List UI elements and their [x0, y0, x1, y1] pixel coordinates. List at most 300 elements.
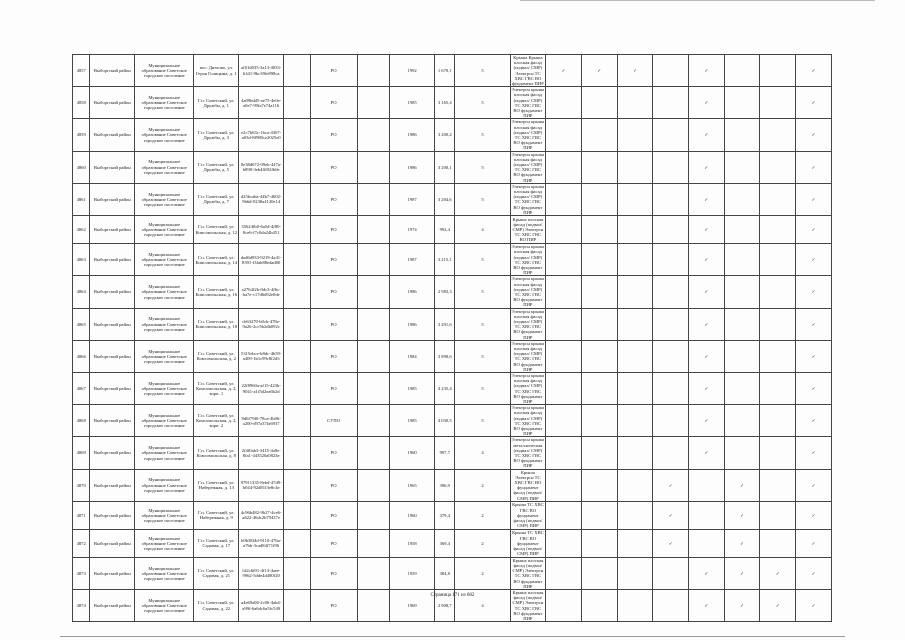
area-cell: 3 200,2	[435, 119, 455, 151]
empty-check-cell	[581, 308, 617, 340]
blank-cell	[357, 501, 390, 529]
floors-cell: 5	[455, 405, 510, 437]
area-cell: 2 908,7	[435, 590, 455, 622]
area-cell: 3 898,6	[435, 340, 455, 372]
table-row	[73, 244, 832, 276]
guid-cell: 97911335-8ebd-47d9-b044-92d81f3e8c4e	[239, 469, 284, 501]
building-type-cell: РО	[310, 276, 357, 308]
year-cell: 1960	[390, 501, 435, 529]
year-cell: 1986	[390, 151, 435, 183]
district-cell: Выборгский район	[90, 151, 135, 183]
row-number: 4871	[73, 501, 90, 529]
building-type-cell: РО	[310, 557, 357, 589]
district-cell: Выборгский район	[90, 529, 135, 557]
checkmark-icon: ✓	[796, 372, 832, 404]
floors-cell: 5	[455, 308, 510, 340]
municipality-cell: Муниципальное образование Советское городское поселение	[135, 244, 194, 276]
table-row	[73, 216, 832, 244]
blank-cell	[284, 119, 311, 151]
empty-check-cell	[581, 87, 617, 119]
empty-check-cell	[653, 340, 689, 372]
blank-cell	[357, 340, 390, 372]
blank-cell	[284, 372, 311, 404]
empty-check-cell	[760, 469, 796, 501]
empty-check-cell	[724, 340, 760, 372]
building-type-cell: РО	[310, 183, 357, 215]
empty-check-cell	[689, 501, 725, 529]
empty-check-cell	[724, 308, 760, 340]
year-cell: 1992	[390, 55, 435, 87]
checkmark-icon: ✓	[689, 216, 725, 244]
works-cell: Электрсн крыша плоская фасад (подвал/ СМР) ТС ХВС ГВС ВО фундамент ПИР	[511, 276, 545, 308]
guid-cell: 35624fb0-6a5d-4f80-8ce6-f7c0da24b451	[239, 216, 284, 244]
empty-check-cell	[689, 529, 725, 557]
empty-check-cell	[760, 151, 796, 183]
building-type-cell: РО	[310, 340, 357, 372]
empty-check-cell	[546, 501, 582, 529]
empty-check-cell	[546, 529, 582, 557]
blank-cell	[357, 437, 390, 469]
checkmark-icon: ✓	[653, 469, 689, 501]
municipality-cell: Муниципальное образование Советское городское поселение	[135, 405, 194, 437]
empty-check-cell	[617, 501, 653, 529]
year-cell: 1984	[390, 340, 435, 372]
building-type-cell: РО	[310, 151, 357, 183]
blank-cell	[284, 557, 311, 589]
municipality-cell: Муниципальное образование Советское городское поселение	[135, 216, 194, 244]
district-cell: Выборгский район	[90, 183, 135, 215]
empty-check-cell	[581, 437, 617, 469]
empty-check-cell	[653, 557, 689, 589]
works-cell: Электрсн крыша плоская фасад (подвал/ СМР) ТС ХВС ГВС ВО фундамент ПИР	[511, 340, 545, 372]
address-cell: Г.п. Советский, ул. Комсомольская, д. 14	[194, 244, 239, 276]
row-number: 4862	[73, 216, 90, 244]
guid-cell: 5315ebce-b8dc-4b59-a409-1b1c99c8f2d3	[239, 340, 284, 372]
municipality-cell: Муниципальное образование Советское городское поселение	[135, 119, 194, 151]
empty-check-cell	[617, 405, 653, 437]
floors-cell: 5	[455, 183, 510, 215]
empty-check-cell	[581, 557, 617, 589]
checkmark-icon: ✓	[760, 557, 796, 589]
empty-check-cell	[581, 469, 617, 501]
empty-check-cell	[653, 151, 689, 183]
checkmark-icon: ✓	[796, 469, 832, 501]
table-row	[73, 372, 832, 404]
row-number: 4867	[73, 372, 90, 404]
table-row	[73, 437, 832, 469]
empty-check-cell	[581, 151, 617, 183]
empty-check-cell	[546, 469, 582, 501]
floors-cell: 4	[455, 437, 510, 469]
district-cell: Выборгский район	[90, 437, 135, 469]
checkmark-icon: ✓	[689, 119, 725, 151]
checkmark-icon: ✓	[689, 244, 725, 276]
row-number: 4868	[73, 405, 90, 437]
address-cell: Г.п. Советский, ул. Комсомольская, д. 12	[194, 216, 239, 244]
empty-check-cell	[546, 405, 582, 437]
area-cell: 4 030,5	[435, 405, 455, 437]
empty-check-cell	[546, 151, 582, 183]
empty-check-cell	[617, 340, 653, 372]
empty-check-cell	[653, 119, 689, 151]
empty-check-cell	[724, 437, 760, 469]
floors-cell: 5	[455, 372, 510, 404]
address-cell: Г.п. Советский, ул. Комсомольская, д. 8	[194, 437, 239, 469]
building-type-cell: РО	[310, 55, 357, 87]
floors-cell: 2	[455, 469, 510, 501]
building-type-cell: РО	[310, 501, 357, 529]
empty-check-cell	[760, 340, 796, 372]
checkmark-icon: ✓	[796, 405, 832, 437]
empty-check-cell	[581, 405, 617, 437]
empty-check-cell	[724, 183, 760, 215]
floors-cell: 4	[455, 590, 510, 622]
blank-cell	[357, 529, 390, 557]
municipality-cell: Муниципальное образование Советское городское поселение	[135, 276, 194, 308]
row-number: 4873	[73, 557, 90, 589]
address-cell: Г.п. Советский, ул. Дружбы, д. 5	[194, 151, 239, 183]
address-cell: Г.п. Советский, ул. Комсомольская, д. 18	[194, 308, 239, 340]
blank-cell	[357, 276, 390, 308]
register-table	[72, 54, 832, 622]
municipality-cell: Муниципальное образование Советское городское поселение	[135, 183, 194, 215]
empty-check-cell	[724, 405, 760, 437]
empty-check-cell	[581, 372, 617, 404]
area-cell: 2 983,3	[435, 276, 455, 308]
checkmark-icon: ✓	[796, 119, 832, 151]
empty-check-cell	[760, 308, 796, 340]
empty-check-cell	[617, 276, 653, 308]
checkmark-icon: ✓	[689, 55, 725, 87]
address-cell: Г.п. Советский, ул. Комсомольская, д. 2	[194, 340, 239, 372]
year-cell: 1987	[390, 183, 435, 215]
address-cell: Г.п. Советский, ул. Дружбы, д. 1	[194, 87, 239, 119]
floors-cell: 5	[455, 151, 510, 183]
row-number: 4866	[73, 340, 90, 372]
blank-cell	[284, 151, 311, 183]
works-cell: Крыша ТС ХВС ГВС ВО фундамент фасад (подвал/ СМР) ПИР	[510, 501, 546, 529]
blank-cell	[284, 405, 311, 437]
building-type-cell: РО	[310, 590, 357, 622]
municipality-cell: Муниципальное образование Советское городское поселение	[135, 529, 194, 557]
row-number: 4861	[73, 183, 90, 215]
floors-cell: 2	[455, 529, 510, 557]
floors-cell: 2	[455, 501, 510, 529]
guid-cell: 1d2c6f01-4f13-4aee-9962-5dde4d480f20	[239, 557, 284, 589]
works-cell: Электрсн крыша плоская фасад (подвал/ СМР) ТС ХВС ГВС ВО фундамент ПИР	[511, 87, 545, 119]
empty-check-cell	[546, 437, 582, 469]
district-cell: Выборгский район	[90, 469, 135, 501]
empty-check-cell	[760, 183, 796, 215]
empty-check-cell	[581, 119, 617, 151]
checkmark-icon: ✓	[689, 276, 725, 308]
empty-check-cell	[653, 55, 689, 87]
empty-check-cell	[760, 216, 796, 244]
checkmark-icon: ✓	[689, 308, 725, 340]
table-row	[73, 557, 832, 589]
empty-check-cell	[617, 87, 653, 119]
floors-cell: 5	[455, 340, 510, 372]
checkmark-icon: ✓	[581, 55, 617, 87]
guid-cell: e2c7b63c-1bca-4367-a03d-8f980ce2025e0	[239, 119, 284, 151]
empty-check-cell	[760, 244, 796, 276]
works-cell: Электрсн крыша плоская фасад (подвал/ СМР) ТС ХВС ГВС ВО фундамент ПИР	[511, 308, 545, 340]
checkmark-icon: ✓	[796, 216, 832, 244]
works-cell: Крыша плоская фасад (подвал/ СМР) Электрсн ТС ХВС ГВС ВО фундамент ПИР	[510, 590, 546, 622]
empty-check-cell	[581, 529, 617, 557]
municipality-cell: Муниципальное образование Советское городское поселение	[135, 557, 194, 589]
empty-check-cell	[724, 216, 760, 244]
empty-check-cell	[760, 372, 796, 404]
district-cell: Выборгский район	[90, 372, 135, 404]
works-cell: Крыша Электрсн ТС ХВС ГВС ВО фундамент фасад (подвал/ СМР) ПИР	[510, 469, 546, 501]
page-footer: Страница 171 из 682	[430, 593, 475, 598]
empty-check-cell	[760, 437, 796, 469]
empty-check-cell	[546, 183, 582, 215]
row-number: 4863	[73, 244, 90, 276]
checkmark-icon: ✓	[653, 529, 689, 557]
blank-cell	[357, 405, 390, 437]
table-row	[73, 529, 832, 557]
checkmark-icon: ✓	[796, 276, 832, 308]
blank-cell	[284, 244, 311, 276]
empty-check-cell	[760, 55, 796, 87]
empty-check-cell	[581, 501, 617, 529]
area-cell: 396,9	[435, 469, 455, 501]
address-cell: Г.п. Советский, ул. Дружбы, д. 7	[194, 183, 239, 215]
works-cell: Крыша плоская фасад (подвал/ СМР) Электрсн ТС ХВС ГВС ВО ПИР	[510, 216, 546, 244]
empty-check-cell	[617, 244, 653, 276]
bottom-rule	[60, 636, 845, 637]
floors-cell: 2	[455, 557, 510, 589]
empty-check-cell	[760, 501, 796, 529]
district-cell: Выборгский район	[90, 590, 135, 622]
blank-cell	[284, 308, 311, 340]
address-cell: Г.п. Советский, ул. Садовая, д. 22	[194, 590, 239, 622]
year-cell: 1985	[390, 87, 435, 119]
empty-check-cell	[617, 437, 653, 469]
checkmark-icon: ✓	[653, 501, 689, 529]
checkmark-icon: ✓	[689, 151, 725, 183]
area-cell: 384,8	[435, 557, 455, 589]
guid-cell: af01d035-3a13-4033-b341-9bc39fe898ca	[239, 55, 284, 87]
blank-cell	[284, 216, 311, 244]
municipality-cell: Муниципальное образование Советское городское поселение	[135, 501, 194, 529]
empty-check-cell	[581, 244, 617, 276]
empty-check-cell	[546, 372, 582, 404]
empty-check-cell	[760, 119, 796, 151]
guid-cell: 22f8960a-af15-423b-9041-a1f5d2ea6b2d	[239, 372, 284, 404]
works-cell: Электрсн крыша плоская фасад (подвал/ СМР) ТС ХВС ГВС ВО фундамент ПИР	[511, 405, 545, 437]
checkmark-icon: ✓	[796, 55, 832, 87]
municipality-cell: Муниципальное образование Советское городское поселение	[135, 151, 194, 183]
checkmark-icon: ✓	[796, 590, 832, 622]
year-cell: 1986	[390, 119, 435, 151]
row-number: 4857	[73, 55, 90, 87]
works-cell: Электрсн крыша плоская фасад (подвал/ СМР) ТС ХВС ГВС ВО фундамент ПИР	[511, 151, 545, 183]
municipality-cell: Муниципальное образование Советское городское поселение	[135, 437, 194, 469]
empty-check-cell	[617, 151, 653, 183]
checkmark-icon: ✓	[689, 405, 725, 437]
year-cell: 1965	[390, 469, 435, 501]
top-rule	[520, 0, 875, 1]
address-cell: Г.п. Советский, ул. Садовая, д. 21	[194, 557, 239, 589]
area-cell: 3 215,1	[435, 244, 455, 276]
address-cell: Г.п. Советский, ул. Набережная, д. 13	[194, 469, 239, 501]
checkmark-icon: ✓	[689, 590, 725, 622]
empty-check-cell	[581, 183, 617, 215]
table-row	[73, 340, 832, 372]
empty-check-cell	[760, 529, 796, 557]
district-cell: Выборгский район	[90, 405, 135, 437]
district-cell: Выборгский район	[90, 87, 135, 119]
address-cell: пос. Дятлово, ул. Героя Голицына, д. 1	[194, 55, 239, 87]
year-cell: 1974	[390, 216, 435, 244]
empty-check-cell	[724, 244, 760, 276]
year-cell: 1986	[390, 308, 435, 340]
empty-check-cell	[617, 529, 653, 557]
row-number: 4874	[73, 590, 90, 622]
row-number: 4869	[73, 437, 90, 469]
empty-check-cell	[724, 55, 760, 87]
guid-cell: dad6d933-9219-4a41-8391-f3fab88edad00	[239, 244, 284, 276]
empty-check-cell	[760, 87, 796, 119]
area-cell: 379,4	[435, 501, 455, 529]
guid-cell: a4e69a06-2c06-4ab4-a99f-6a6dc6a5fc549	[239, 590, 284, 622]
area-cell: 992,4	[435, 216, 455, 244]
building-type-cell: РО	[310, 308, 357, 340]
blank-cell	[357, 557, 390, 589]
table-row	[73, 501, 832, 529]
municipality-cell: Муниципальное образование Советское городское поселение	[135, 55, 194, 87]
table-row	[73, 308, 832, 340]
empty-check-cell	[760, 276, 796, 308]
empty-check-cell	[617, 557, 653, 589]
empty-check-cell	[617, 469, 653, 501]
area-cell: 1 670,1	[435, 55, 455, 87]
table-row	[73, 405, 832, 437]
checkmark-icon: ✓	[796, 183, 832, 215]
empty-check-cell	[617, 372, 653, 404]
blank-cell	[357, 469, 390, 501]
table-row	[73, 183, 832, 215]
floors-cell: 5	[455, 119, 510, 151]
building-type-cell: РО	[310, 437, 357, 469]
building-type-cell: РО	[310, 469, 357, 501]
table-row	[73, 469, 832, 501]
checkmark-icon: ✓	[689, 183, 725, 215]
works-cell: Электрсн крыша плоская фасад (подвал/ СМР) ТС ХВС ГВС ВО фундамент ПИР	[511, 183, 545, 215]
empty-check-cell	[653, 372, 689, 404]
address-cell: Г.п. Советский, ул. Комсомольская, д. 2, корп. 2	[194, 405, 239, 437]
blank-cell	[284, 340, 311, 372]
empty-check-cell	[653, 87, 689, 119]
building-type-cell: РО	[310, 529, 357, 557]
district-cell: Выборгский район	[90, 119, 135, 151]
blank-cell	[357, 119, 390, 151]
floors-cell: 5	[455, 87, 510, 119]
guid-cell: d25bcaba-44b7-4602-9b6d-0238a4120e14	[239, 183, 284, 215]
checkmark-icon: ✓	[796, 244, 832, 276]
blank-cell	[357, 87, 390, 119]
empty-check-cell	[760, 405, 796, 437]
empty-check-cell	[546, 557, 582, 589]
empty-check-cell	[653, 183, 689, 215]
building-type-cell: РО	[310, 372, 357, 404]
empty-check-cell	[546, 308, 582, 340]
checkmark-icon: ✓	[689, 557, 725, 589]
empty-check-cell	[617, 308, 653, 340]
table-row	[73, 55, 832, 87]
row-number: 4859	[73, 119, 90, 151]
works-cell: Электрсн крыша плоская фасад (подвал/ СМР) ТС ХВС ГВС ВО фундамент ПИР	[511, 372, 545, 404]
empty-check-cell	[581, 340, 617, 372]
checkmark-icon: ✓	[724, 469, 760, 501]
empty-check-cell	[724, 372, 760, 404]
checkmark-icon: ✓	[617, 55, 653, 87]
empty-check-cell	[546, 87, 582, 119]
checkmark-icon: ✓	[796, 557, 832, 589]
area-cell: 3 200,1	[435, 151, 455, 183]
empty-check-cell	[617, 119, 653, 151]
blank-cell	[284, 501, 311, 529]
checkmark-icon: ✓	[546, 55, 582, 87]
guid-cell: 2f4f0ab3-3415-4a8e-8fa1-443520a0824e	[239, 437, 284, 469]
empty-check-cell	[724, 119, 760, 151]
district-cell: Выборгский район	[90, 340, 135, 372]
year-cell: 1958	[390, 529, 435, 557]
empty-check-cell	[653, 308, 689, 340]
blank-cell	[357, 216, 390, 244]
empty-check-cell	[546, 216, 582, 244]
empty-check-cell	[724, 276, 760, 308]
district-cell: Выборгский район	[90, 276, 135, 308]
guid-cell: b9b38f4d-9110-476a-a7bb-3cad84f71f96	[239, 529, 284, 557]
empty-check-cell	[617, 216, 653, 244]
building-type-cell: РО	[310, 216, 357, 244]
empty-check-cell	[689, 469, 725, 501]
district-cell: Выборгский район	[90, 216, 135, 244]
address-cell: Г.п. Советский, ул. Набережная, д. 9	[194, 501, 239, 529]
table-row	[73, 119, 832, 151]
building-type-cell: РО	[310, 87, 357, 119]
checkmark-icon: ✓	[796, 437, 832, 469]
blank-cell	[284, 55, 311, 87]
checkmark-icon: ✓	[689, 437, 725, 469]
municipality-cell: Муниципальное образование Советское городское поселение	[135, 308, 194, 340]
blank-cell	[284, 87, 311, 119]
year-cell: 1985	[390, 405, 435, 437]
guid-cell: 0e38d672-09eb-447a-b898-3eb4fff02fb0e	[239, 151, 284, 183]
empty-check-cell	[546, 276, 582, 308]
empty-check-cell	[653, 405, 689, 437]
empty-check-cell	[546, 340, 582, 372]
area-cell: 3 204,6	[435, 183, 455, 215]
empty-check-cell	[724, 151, 760, 183]
address-cell: Г.п. Советский, ул. Комсомольская, д. 16	[194, 276, 239, 308]
empty-check-cell	[546, 244, 582, 276]
area-cell: 4 235,4	[435, 372, 455, 404]
municipality-cell: Муниципальное образование Советское городское поселение	[135, 469, 194, 501]
empty-check-cell	[617, 183, 653, 215]
checkmark-icon: ✓	[796, 308, 832, 340]
municipality-cell: Муниципальное образование Советское городское поселение	[135, 372, 194, 404]
checkmark-icon: ✓	[724, 529, 760, 557]
row-number: 4865	[73, 308, 90, 340]
year-cell: 1959	[390, 557, 435, 589]
checkmark-icon: ✓	[796, 151, 832, 183]
floors-cell: 5	[455, 244, 510, 276]
